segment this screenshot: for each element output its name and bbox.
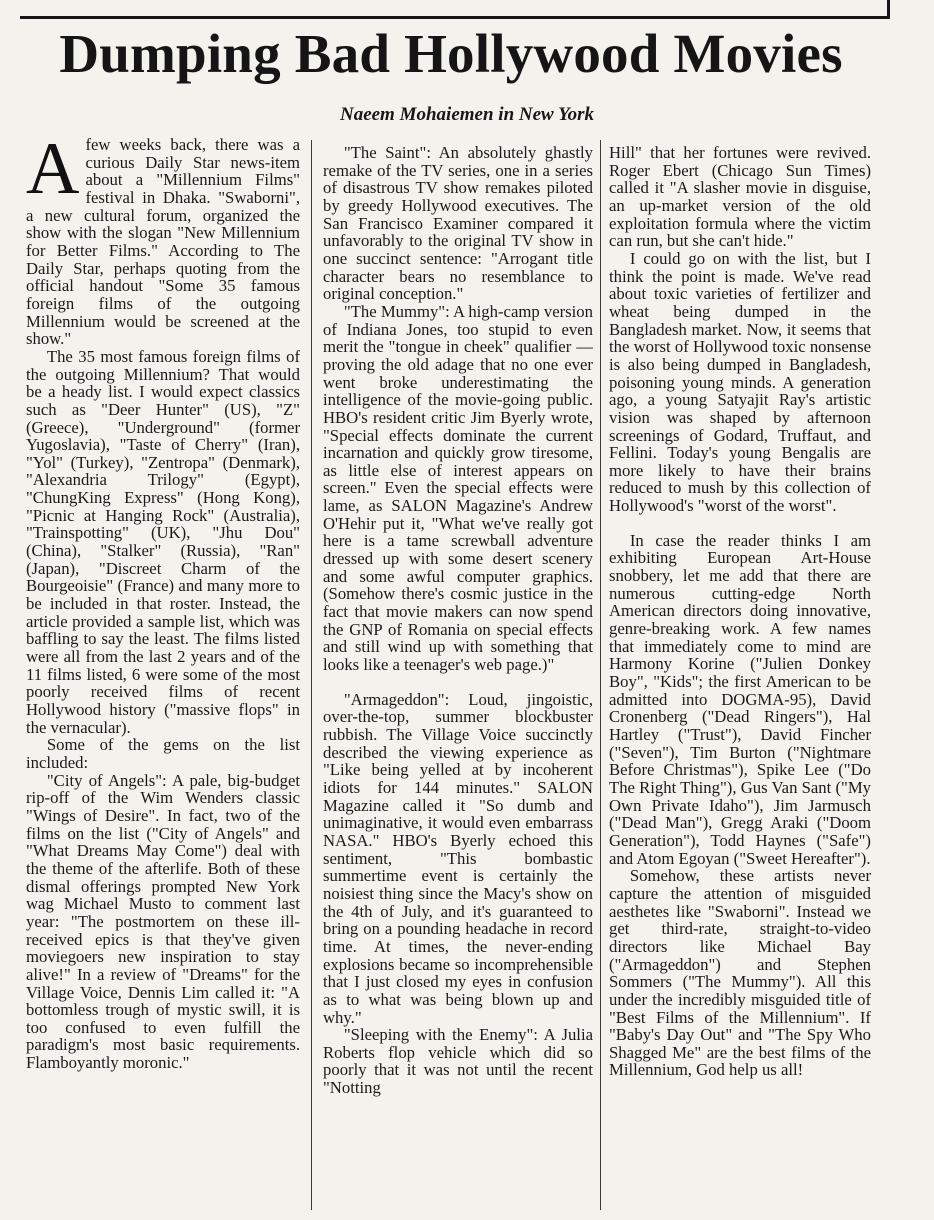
top-border-corner bbox=[887, 0, 890, 19]
paragraph: "Sleeping with the Enemy": A Julia Roberts flop vehicle which did so poorly that it was not until the recent "Notting bbox=[323, 1025, 593, 1098]
drop-cap: A bbox=[26, 136, 80, 210]
paragraph: Somehow, these artists never capture the attention of misguided aesthetes like "Swaborni". Instead we get third-rate, straight-to-video directors like Michael Bay ("Armageddon") and Stephen Sommers ("The Mummy"). All this under the incredibly misguided title of "Best Films of the Millennium". If "Baby's Day Out" and "The Spy Who Shagged Me" are the best films of the Millennium, God help us all! bbox=[609, 866, 871, 1080]
paragraph: I could go on with the list, but I think the point is made. We've read about toxic varieties of fertilizer and wheat being dumped in the Bangladesh market. Now, it seems that the worst of Hollywood toxic nonsense is also being dumped in Bangladesh, poisoning young minds. A generation ago, a young Satyajit Ray's artistic vision was shaped by afternoon screenings of Godard, Truffaut, and Fellini. Today's young Bengalis are more likely to have their brains reduced to mush by this collection of Hollywood's "worst of the worst". bbox=[609, 248, 871, 516]
paragraph: "The Mummy": A high-camp version of Indiana Jones, too stupid to even merit the "tongue in cheek" qualifier — proving the old adage that no one ever went broke underestimating the intelligence of the movie-going public. HBO's resident critic Jim Byerly wrote, "Special effects dominate the current incarnation and quickly grow tiresome, as little else of interest appears on screen." Even the special effects were lame, as SALON Magazine's Andrew O'Hehir put it, "What we've really got here is a tame screwball adventure dressed up with some desert scenery and some awful computer graphics. (Somehow there's cosmic justice in the fact that movie makers can now spend the GNP of Romania on special effects and still wind up with something that looks like a teenager's web page.)" bbox=[323, 301, 593, 675]
paragraph: "City of Angels": A pale, big-budget rip-off of the Wim Wenders classic "Wings of Desire". In fact, two of the films on the list ("City of Angels" and "What Dreams May Come") deal with the theme of the afterlife. Both of these dismal offerings prompted New York wag Michael Musto to comment last year: "The postmortem on these ill-received epics is that they've given moviegoers new inspiration to stay alive!" In a review of "Dreams" for the Village Voice, Dennis Lim called it: "A bottomless trough of mystic swill, it is too confused to even fulfill the paradigm's most basic requirements. Flamboyantly moronic." bbox=[26, 770, 300, 1073]
column-divider bbox=[311, 140, 312, 1210]
article-column-3 bbox=[609, 144, 871, 1220]
column-divider bbox=[600, 140, 601, 1210]
byline: Naeem Mohaiemen in New York bbox=[339, 104, 595, 125]
paragraph: Some of the gems on the list included: bbox=[26, 735, 300, 772]
headline: Dumping Bad Hollywood Movies bbox=[59, 23, 843, 84]
paragraph: "The Saint": An absolutely ghastly remake of the TV series, one in a series of disastrous TV show remakes piloted by greedy Hollywood executives. The San Francisco Examiner compared it unfavorably to the original TV show in one succinct sentence: "Arrogant title character bears no resemblance to original conception." bbox=[323, 144, 593, 304]
paragraph: The 35 most famous foreign films of the outgoing Millennium? That would be a heady list. I would expect classics such as "Deer Hunter" (US), "Z" (Greece), "Underground" (former Yugoslavia), "Taste of Cherry" (Iran), "Yol" (Turkey), "Zentropa" (Denmark), "Alexandria Trilogy" (Egypt), "ChungKing Express" (Hong Kong), "Picnic at Hanging Rock" (Australia), "Trainspotting" (UK), "Jhu Dou" (China), "Stalker" (Russia), "Ran" (Japan), "Discreet Charm of the Bourgeoisie" (France) and many more to be included in that roster. Instead, the article provided a sample list, which was baffling to say the least. The films listed were all from the last 2 years and of the 11 films listed, 6 were some of the most poorly received films of recent Hollywood history ("massive flops" in the vernacular). bbox=[26, 346, 300, 737]
paragraph: Hill" that her fortunes were revived. Roger Ebert (Chicago Sun Times) called it "A slasher movie in disguise, an up-market version of the old exploitation formula where the victim can run, but she can't hide." bbox=[609, 144, 871, 251]
paragraph: "Armageddon": Loud, jingoistic, over-the-top, summer blockbuster rubbish. The Village Voice succinctly described the viewing experience as "Like being yelled at by incoherent idiots for 144 minutes." SALON Magazine called it "So dumb and unimaginative, it would even embarrass NASA." HBO's Byerly echoed this sentiment, "This bombastic summertime event is certainly the noisiest thing since the Macy's show on the 4th of July, and it's guaranteed to bring on a pounding headache in record time. At times, the never-ending explosions became so incomprehensible that I just closed my eyes in confusion as to what was being blown up and why." bbox=[323, 689, 593, 1027]
paragraph: Afew weeks back, there was a curious Daily Star news-item about a "Millennium Films" festival in Dhaka. "Swaborni", a new cultural forum, organized the show with the slogan "New Millennium for Better Films." According to The Daily Star, perhaps quoting from the official handout "Some 35 famous foreign films of the outgoing Millennium would be screened at the show." bbox=[26, 136, 300, 349]
top-border-rule bbox=[20, 16, 890, 19]
paragraph: In case the reader thinks I am exhibiting European Art-House snobbery, let me add that there are numerous cutting-edge North American directors doing innovative, genre-breaking work. A few names that immediately come to mind are Harmony Korine ("Julien Donkey Boy", "Kids"; the first American to be admitted into DOGMA-95), David Cronenberg ("Dead Ringers"), Hal Hartley ("Trust"), David Fincher ("Seven"), Tim Burton ("Nightmare Before Christmas"), Spike Lee ("Do The Right Thing"), Gus Van Sant ("My Own Private Idaho"), Jim Jarmusch ("Dead Man"), Gregg Araki ("Doom Generation"), Todd Haynes ("Safe") and Atom Egoyan ("Sweet Hereafter"). bbox=[609, 530, 871, 868]
article-column-2 bbox=[323, 144, 593, 1220]
article-column-1 bbox=[26, 136, 300, 1212]
